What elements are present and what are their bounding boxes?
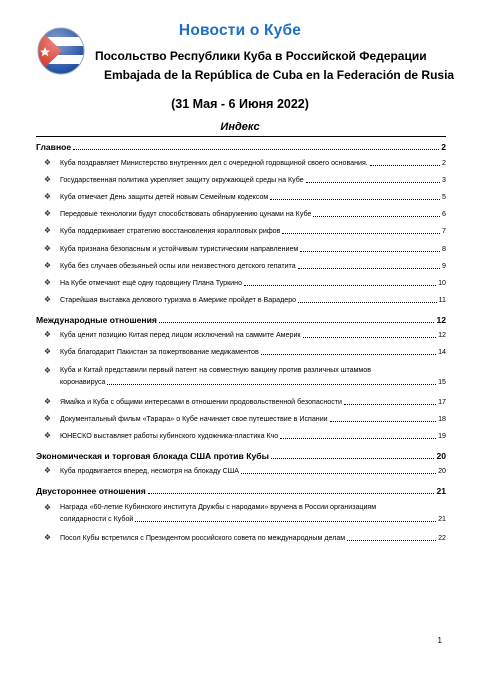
toc-entry-title: Куба без случаев обезьяньей оспы или неизвестного детского гепатита [60,261,296,270]
toc-entry[interactable] [36,463,446,480]
toc-entry-title: Передовые технологии будут способствовать обнаружению цунами на Кубе [60,210,312,219]
toc-entry[interactable] [36,344,446,361]
toc-section-heading[interactable] [36,445,446,463]
toc-entry-title: Документальный фильм «Тарара» о Кубе начинает свое путешествие в Испании [60,414,328,423]
dot-leader [261,354,436,355]
toc-page-number: 11 [438,296,446,305]
toc-entry[interactable] [36,274,446,291]
toc-page-number: 2 [441,142,446,152]
dot-leader [306,182,440,183]
toc-page-number: 20 [438,467,446,476]
toc-entry[interactable] [36,361,446,393]
toc-entry-title: Посол Кубы встретился с Президентом российского совета по международным делам [60,534,346,543]
diamond-bullet-icon: ❖ [43,502,51,512]
toc-page-number: 14 [438,348,446,357]
toc-entry-title: Куба поддерживает стратегию восстановления коралловых рифов [60,227,281,236]
toc-entry[interactable] [36,257,446,274]
dot-leader [298,268,440,269]
dot-leader [244,285,436,286]
diamond-bullet-icon: ❖ [43,366,51,376]
dot-leader [270,199,440,200]
diamond-bullet-icon: ❖ [43,226,51,236]
diamond-bullet-icon: ❖ [43,533,51,543]
toc-entry[interactable] [36,206,446,223]
toc-section-title: Главное [36,142,72,152]
dot-leader [280,438,436,439]
dot-leader [344,404,436,405]
toc-page-number: 15 [438,378,446,387]
dot-leader [313,216,440,217]
dot-leader [303,337,437,338]
dot-leader [73,149,439,150]
toc-entry[interactable] [36,327,446,344]
toc-section-heading[interactable] [36,309,446,327]
diamond-bullet-icon: ❖ [43,413,51,423]
diamond-bullet-icon: ❖ [43,330,51,340]
toc-entry[interactable] [36,240,446,257]
toc-page-number: 12 [436,314,446,325]
toc-page-number: 10 [438,278,446,287]
dot-leader [241,473,436,474]
toc-entry[interactable] [36,393,446,410]
toc-page-number: 17 [438,397,446,406]
toc-entry-title: Куба отмечает День защиты детей новым Семейным кодексом [60,192,269,201]
toc-section-title: Двустороннее отношения [36,485,146,496]
toc-page-number: 18 [438,414,446,423]
toc-page-number: 3 [442,175,446,184]
toc-entry[interactable] [36,171,446,188]
toc-entry-title: Куба признана безопасным и устойчивым туристическим направлением [60,244,299,253]
dot-leader [300,251,440,252]
toc-entry-title: ЮНЕСКО выставляет работы кубинского художника-пластика Кчо [60,432,279,441]
toc-page-number: 21 [438,514,446,523]
diamond-bullet-icon: ❖ [43,243,51,253]
dot-leader [148,493,435,494]
toc-section-heading[interactable] [36,136,446,154]
toc-entry-title: Государственная политика укрепляет защиту окружающей среды на Кубе [60,175,304,184]
toc-entry[interactable] [36,530,446,547]
embassy-name-russian: Посольство Республики Куба в Российской Федерации [95,49,427,63]
table-of-contents [36,136,446,547]
toc-entry-title: Куба ценит позицию Китая перед лицом исключений на саммите Америк [60,331,301,340]
toc-page-number: 8 [442,244,446,253]
index-heading: Индекс [220,121,260,133]
toc-page-number: 21 [436,485,446,496]
toc-page-number: 22 [438,534,446,543]
page-number: 1 [437,636,442,645]
toc-entry[interactable] [36,154,446,171]
dot-leader [282,233,440,234]
dot-leader [330,421,436,422]
toc-page-number: 2 [442,158,446,167]
diamond-bullet-icon: ❖ [43,157,51,167]
toc-section-title: Экономическая и торговая блокада США против Кубы [36,450,269,461]
toc-entry[interactable] [36,498,446,530]
toc-entry-title-continued: солидарности с Кубой [60,514,134,523]
toc-page-number: 12 [438,331,446,340]
toc-entry[interactable] [36,188,446,205]
toc-entry-title-continued: коронавируса [60,378,106,387]
toc-entry-title: Старейшая выставка делового туризма в Америке пройдет в Варадеро [60,296,297,305]
dot-leader [135,521,436,522]
dot-leader [159,322,435,323]
diamond-bullet-icon: ❖ [43,347,51,357]
diamond-bullet-icon: ❖ [43,396,51,406]
diamond-bullet-icon: ❖ [43,209,51,219]
toc-page-number: 7 [442,227,446,236]
diamond-bullet-icon: ❖ [43,295,51,305]
toc-page-number: 19 [438,432,446,441]
toc-entry[interactable] [36,223,446,240]
embassy-name-spanish: Embajada de la República de Cuba en la Federación de Rusia [104,68,455,82]
dot-leader [298,302,437,303]
toc-page-number: 6 [442,210,446,219]
date-range: (31 Мая - 6 Июня 2022) [171,97,309,111]
diamond-bullet-icon: ❖ [43,466,51,476]
toc-entry-title: Куба благодарит Пакистан за пожертвование медикаментов [60,348,259,357]
toc-section-title: Международные отношения [36,314,157,325]
toc-entry-title: Куба продвигается вперед, несмотря на блокаду США [60,467,239,476]
toc-entry-title: Награда «60-летие Кубинского института Дружбы с народами» вручена в России организациям [60,502,377,511]
toc-section-heading[interactable] [36,480,446,498]
dot-leader [370,165,440,166]
toc-page-number: 20 [436,450,446,461]
toc-entry[interactable] [36,427,446,444]
toc-entry-title: Ямайка и Куба с общими интересами в отношении продовольственной безопасности [60,397,342,406]
dot-leader [107,384,436,385]
toc-entry-title: Куба поздравляет Министерство внутренних дел с очередной годовщиной своего основания. [60,158,368,167]
toc-entry[interactable] [36,410,446,427]
toc-entry-title: Куба и Китай представили первый патент на совместную вакцину против различных штаммов [60,366,372,375]
diamond-bullet-icon: ❖ [43,191,51,201]
diamond-bullet-icon: ❖ [43,431,51,441]
dot-leader [271,458,435,459]
toc-entry[interactable] [36,292,446,309]
toc-entry-title: На Кубе отмечают ещё одну годовщину Плана Туркино [60,278,243,287]
diamond-bullet-icon: ❖ [43,260,51,270]
toc-page-number: 9 [442,261,446,270]
toc-page-number: 5 [442,192,446,201]
diamond-bullet-icon: ❖ [43,174,51,184]
newsletter-title: Новости о Кубе [178,22,302,39]
diamond-bullet-icon: ❖ [43,277,51,287]
dot-leader [347,540,436,541]
